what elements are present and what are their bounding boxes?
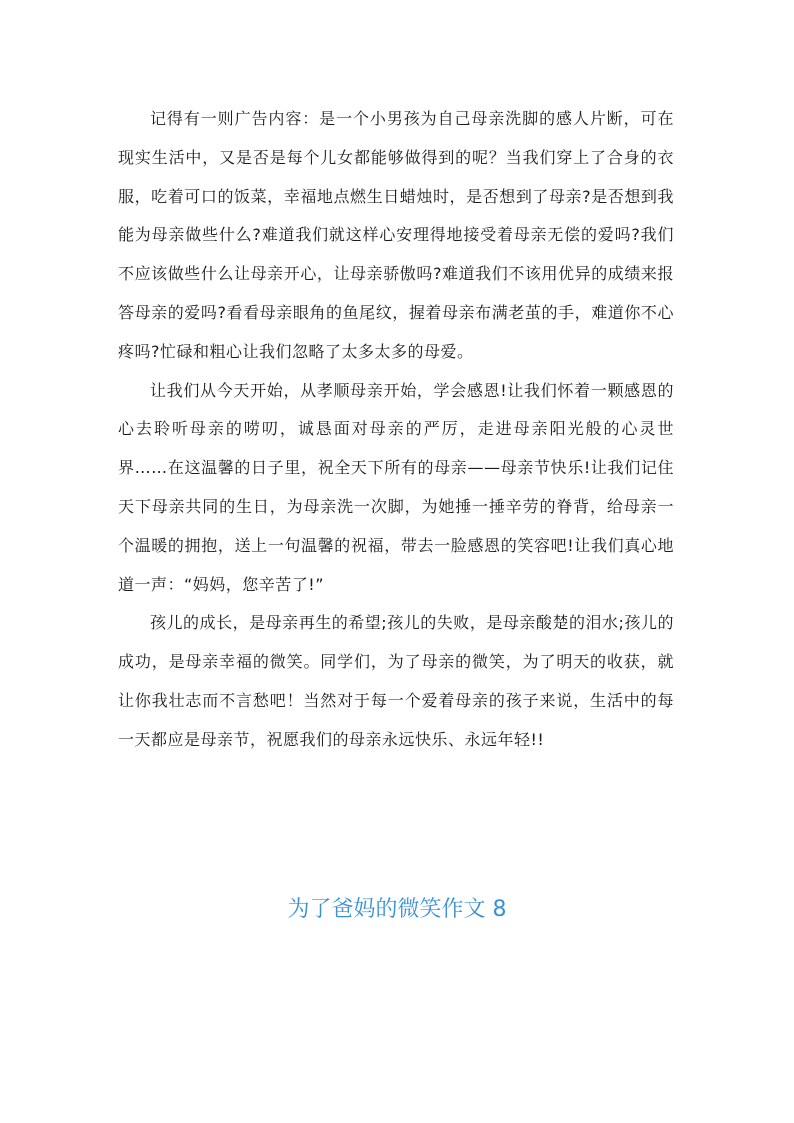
paragraph-3: 孩儿的成长，是母亲再生的希望;孩儿的失败，是母亲酸楚的泪水;孩儿的成功，是母亲幸福的微笑。同学们，为了母亲的微笑，为了明天的收获，就让你我壮志而不言愁吧！当然对于每一个爱着母亲的孩子来说，生活中的每一天都应是母亲节，祝愿我们的母亲永远快乐、永远年轻!!	[118, 613, 674, 749]
paragraph-2: 让我们从今天开始，从孝顺母亲开始，学会感恩!让我们怀着一颗感恩的心去聆听母亲的唠叨，诚恳面对母亲的严厉，走进母亲阳光般的心灵世界……在这温馨的日子里，祝全天下所有的母亲——母亲节快乐!让我们记住天下母亲共同的生日，为母亲洗一次脚，为她捶一捶辛劳的脊背，给母亲一个温暖的拥抱，送上一句温馨的祝福，带去一脸感恩的笑容吧!让我们真心地道一声：“妈妈，您辛苦了!”	[118, 380, 674, 594]
paragraph-1: 记得有一则广告内容：是一个小男孩为自己母亲洗脚的感人片断，可在现实生活中，又是否是每个儿女都能够做得到的呢？当我们穿上了合身的衣服，吃着可口的饭菜，幸福地点燃生日蜡烛时，是否想到了母亲?是否想到我能为母亲做些什么?难道我们就这样心安理得地接受着母亲无偿的爱吗?我们不应该做些什么让母亲开心，让母亲骄傲吗?难道我们不该用优异的成绩来报答母亲的爱吗?看看母亲眼角的鱼尾纹，握着母亲布满老茧的手，难道你不心疼吗?忙碌和粗心让我们忽略了太多太多的母爱。	[118, 109, 674, 361]
essay-body	[118, 100, 674, 760]
section-heading: 为了爸妈的微笑作文 8	[287, 897, 507, 922]
